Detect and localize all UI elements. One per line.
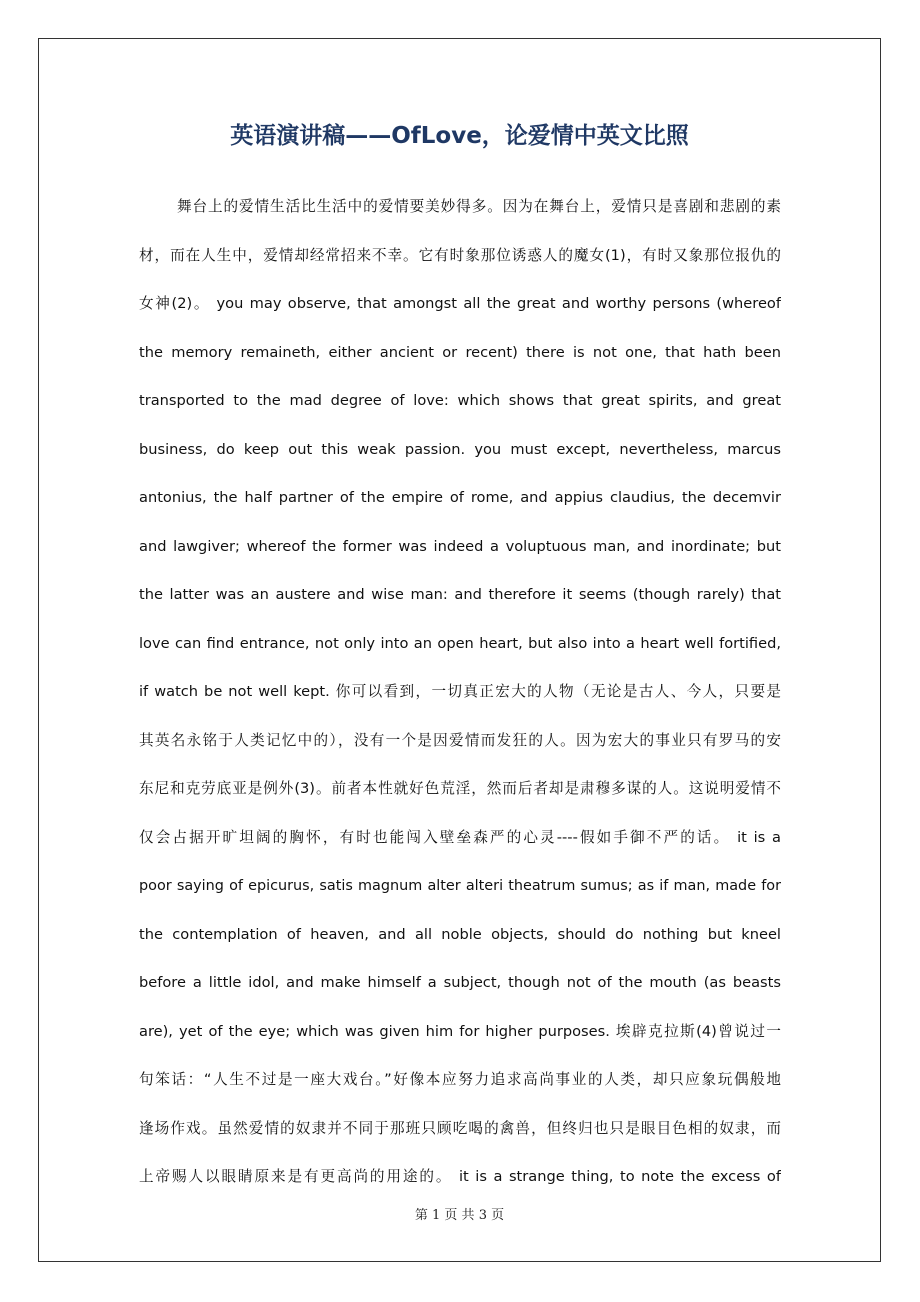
document-body bbox=[139, 183, 781, 1202]
body-line: 材，而在人生中，爱情却经常招来不幸。它有时象那位诱惑人的魔女(1)，有时又象那位报仇的 bbox=[139, 246, 781, 264]
document-title: 英语演讲稿——OfLove，论爱情中英文比照 bbox=[230, 123, 689, 149]
body-line: the latter was an austere and wise man: and therefore it seems (though rarely) that bbox=[139, 586, 781, 603]
body-line: transported to the mad degree of love: which shows that great spirits, and great bbox=[139, 392, 781, 409]
body-line: love can find entrance, not only into an open heart, but also into a heart well fortified, bbox=[139, 634, 781, 652]
body-line: and lawgiver; whereof the former was indeed a voluptuous man, and inordinate; but bbox=[139, 537, 781, 555]
body-line: 仅会占据开旷坦阔的胸怀，有时也能闯入壁垒森严的心灵----假如手御不严的话。 it is a bbox=[139, 828, 781, 846]
body-line: 舞台上的爱情生活比生活中的爱情要美妙得多。因为在舞台上，爱情只是喜剧和悲剧的素 bbox=[177, 198, 781, 215]
body-line: if watch be not well kept. 你可以看到，一切真正宏大的人物（无论是古人、今人，只要是 bbox=[139, 683, 781, 700]
body-line: 上帝赐人以眼睛原来是有更高尚的用途的。 it is a strange thing, to note the excess of bbox=[139, 1168, 781, 1185]
body-line: before a little idol, and make himself a subject, though not of the mouth (as beasts bbox=[139, 974, 781, 991]
body-line: poor saying of epicurus, satis magnum alter alteri theatrum sumus; as if man, made for bbox=[139, 878, 781, 894]
page-number-footer: 第 1 页 共 3 页 bbox=[414, 1208, 505, 1223]
body-line: business, do keep out this weak passion. you must except, nevertheless, marcus bbox=[139, 440, 781, 458]
body-line: the contemplation of heaven, and all noble objects, should do nothing but kneel bbox=[139, 925, 781, 943]
body-line: 其英名永铭于人类记忆中的），没有一个是因爱情而发狂的人。因为宏大的事业只有罗马的安 bbox=[139, 731, 781, 749]
body-line: the memory remaineth, either ancient or recent) there is not one, that hath been bbox=[139, 343, 781, 361]
body-line: are), yet of the eye; which was given him for higher purposes. 埃辟克拉斯(4)曾说过一 bbox=[139, 1022, 781, 1040]
body-line: 句笨话：“人生不过是一座大戏台。”好像本应努力追求高尚事业的人类，却只应象玩偶般地 bbox=[139, 1071, 781, 1088]
body-line: 女神(2)。 you may observe, that amongst all the great and worthy persons (whereof bbox=[139, 295, 781, 312]
body-line: 逢场作戏。虽然爱情的奴隶并不同于那班只顾吃喝的禽兽，但终归也只是眼目色相的奴隶，而 bbox=[139, 1119, 781, 1137]
body-line: antonius, the half partner of the empire of rome, and appius claudius, the decemvir bbox=[139, 489, 781, 506]
body-line: 东尼和克劳底亚是例外(3)。前者本性就好色荒淫，然而后者却是肃穆多谋的人。这说明爱情不 bbox=[139, 780, 781, 797]
